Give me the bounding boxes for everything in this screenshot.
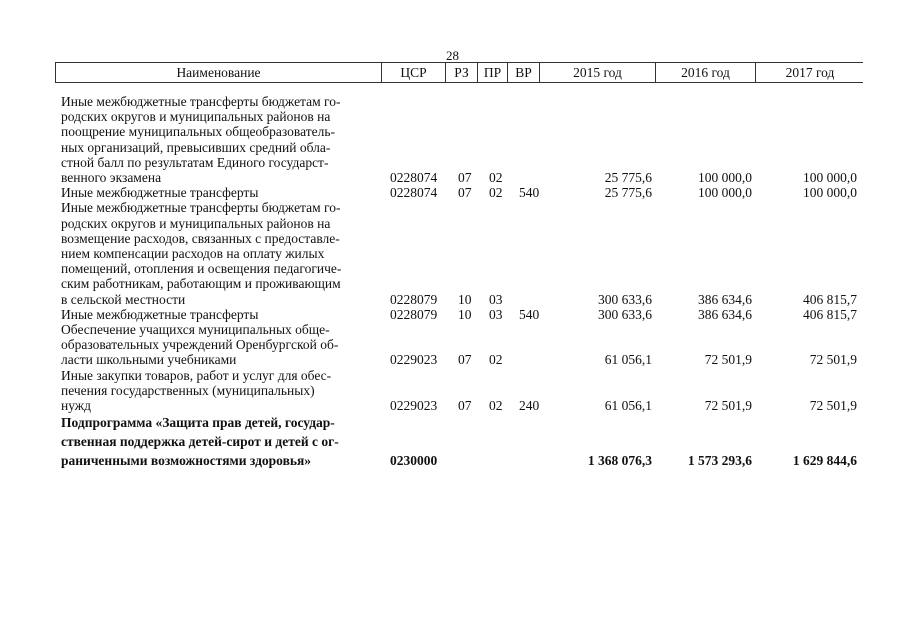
row-2017: 100 000,0 — [803, 170, 857, 186]
header-2016: 2016 год — [656, 63, 756, 82]
row-name: Иные закупки товаров, работ и услуг для обес- печения государственных (муниципальных) нужд — [61, 367, 332, 414]
row-csr: 0228079 — [390, 306, 438, 322]
row-2017: 72 501,9 — [809, 352, 857, 368]
table-row — [0, 307, 905, 322]
row-2015: 25 775,6 — [604, 170, 652, 186]
row-2015: 61 056,1 — [604, 398, 652, 414]
row-2017: 1 629 844,6 — [792, 453, 857, 469]
row-2016: 100 000,0 — [698, 185, 752, 201]
row-csr: 0229023 — [390, 352, 438, 368]
header-csr: ЦСР — [382, 63, 446, 82]
row-2016: 1 573 293,6 — [687, 453, 752, 469]
row-csr: 0229023 — [390, 398, 438, 414]
row-csr: 0228074 — [390, 185, 438, 201]
header-2015: 2015 год — [540, 63, 656, 82]
row-2017: 406 815,7 — [803, 306, 857, 322]
row-pr: 02 — [489, 185, 503, 201]
table-body — [0, 94, 905, 470]
row-pr: 03 — [489, 306, 503, 322]
row-name: Подпрограмма «Защита прав детей, государ- ственная поддержка детей-сирот и детей с ог- раниченными возможностями здоровья» — [61, 415, 339, 469]
row-name: Иные межбюджетные трансферты — [61, 306, 259, 322]
row-pr: 02 — [489, 352, 503, 368]
row-2017: 406 815,7 — [803, 291, 857, 307]
row-2015: 1 368 076,3 — [587, 453, 652, 469]
row-2016: 72 501,9 — [704, 398, 752, 414]
row-vr: 540 — [519, 306, 540, 322]
row-2016: 100 000,0 — [698, 170, 752, 186]
row-2015: 61 056,1 — [604, 352, 652, 368]
row-vr: 240 — [519, 398, 540, 414]
row-pr: 03 — [489, 291, 503, 307]
row-rz: 07 — [458, 352, 472, 368]
header-pr: ПР — [478, 63, 508, 82]
row-2016: 72 501,9 — [704, 352, 752, 368]
row-rz: 07 — [458, 398, 472, 414]
row-2016: 386 634,6 — [698, 291, 752, 307]
row-rz: 10 — [458, 306, 472, 322]
row-csr: 0230000 — [390, 453, 438, 469]
header-2017: 2017 год — [785, 65, 835, 80]
row-2015: 25 775,6 — [604, 185, 652, 201]
row-rz: 10 — [458, 291, 472, 307]
header-name: Наименование — [56, 63, 382, 82]
page-number: 28 — [446, 48, 459, 63]
table-row — [0, 368, 905, 414]
row-2015: 300 633,6 — [598, 306, 652, 322]
row-2015: 300 633,6 — [598, 291, 652, 307]
row-rz: 07 — [458, 170, 472, 186]
row-name: Иные межбюджетные трансферты бюджетам го- родских округов и муниципальных районов на поощрение муниципальных общеобразователь- ных организаций, превысивших средний обла- стной балл по результатам Единого государст- венного экзамена — [61, 94, 341, 186]
table-row — [0, 94, 905, 185]
row-name: Иные межбюджетные трансферты — [61, 185, 259, 201]
header-vr: ВР — [508, 63, 540, 82]
row-csr: 0228074 — [390, 170, 438, 186]
row-vr: 540 — [519, 185, 540, 201]
table-row — [0, 322, 905, 368]
row-pr: 02 — [489, 398, 503, 414]
table-row — [0, 185, 905, 200]
row-rz: 07 — [458, 185, 472, 201]
row-pr: 02 — [489, 170, 503, 186]
header-rz: РЗ — [446, 63, 478, 82]
table-row — [0, 200, 905, 306]
row-name: Обеспечение учащихся муниципальных обще- образовательных учреждений Оренбургской об- ласти школьными учебниками — [61, 322, 339, 368]
row-2017: 100 000,0 — [803, 185, 857, 201]
row-2016: 386 634,6 — [698, 306, 752, 322]
row-csr: 0228079 — [390, 291, 438, 307]
row-name: Иные межбюджетные трансферты бюджетам го- родских округов и муниципальных районов на возмещение расходов, связанных с предоставле- нием компенсации расходов на оплату жилых помещений, отопления и освещения педагогиче- ским работникам, работающим и проживающим в сельской местности — [61, 200, 342, 307]
table-header — [55, 62, 863, 83]
row-2017: 72 501,9 — [809, 398, 857, 414]
table-row-subprogram — [0, 413, 905, 470]
